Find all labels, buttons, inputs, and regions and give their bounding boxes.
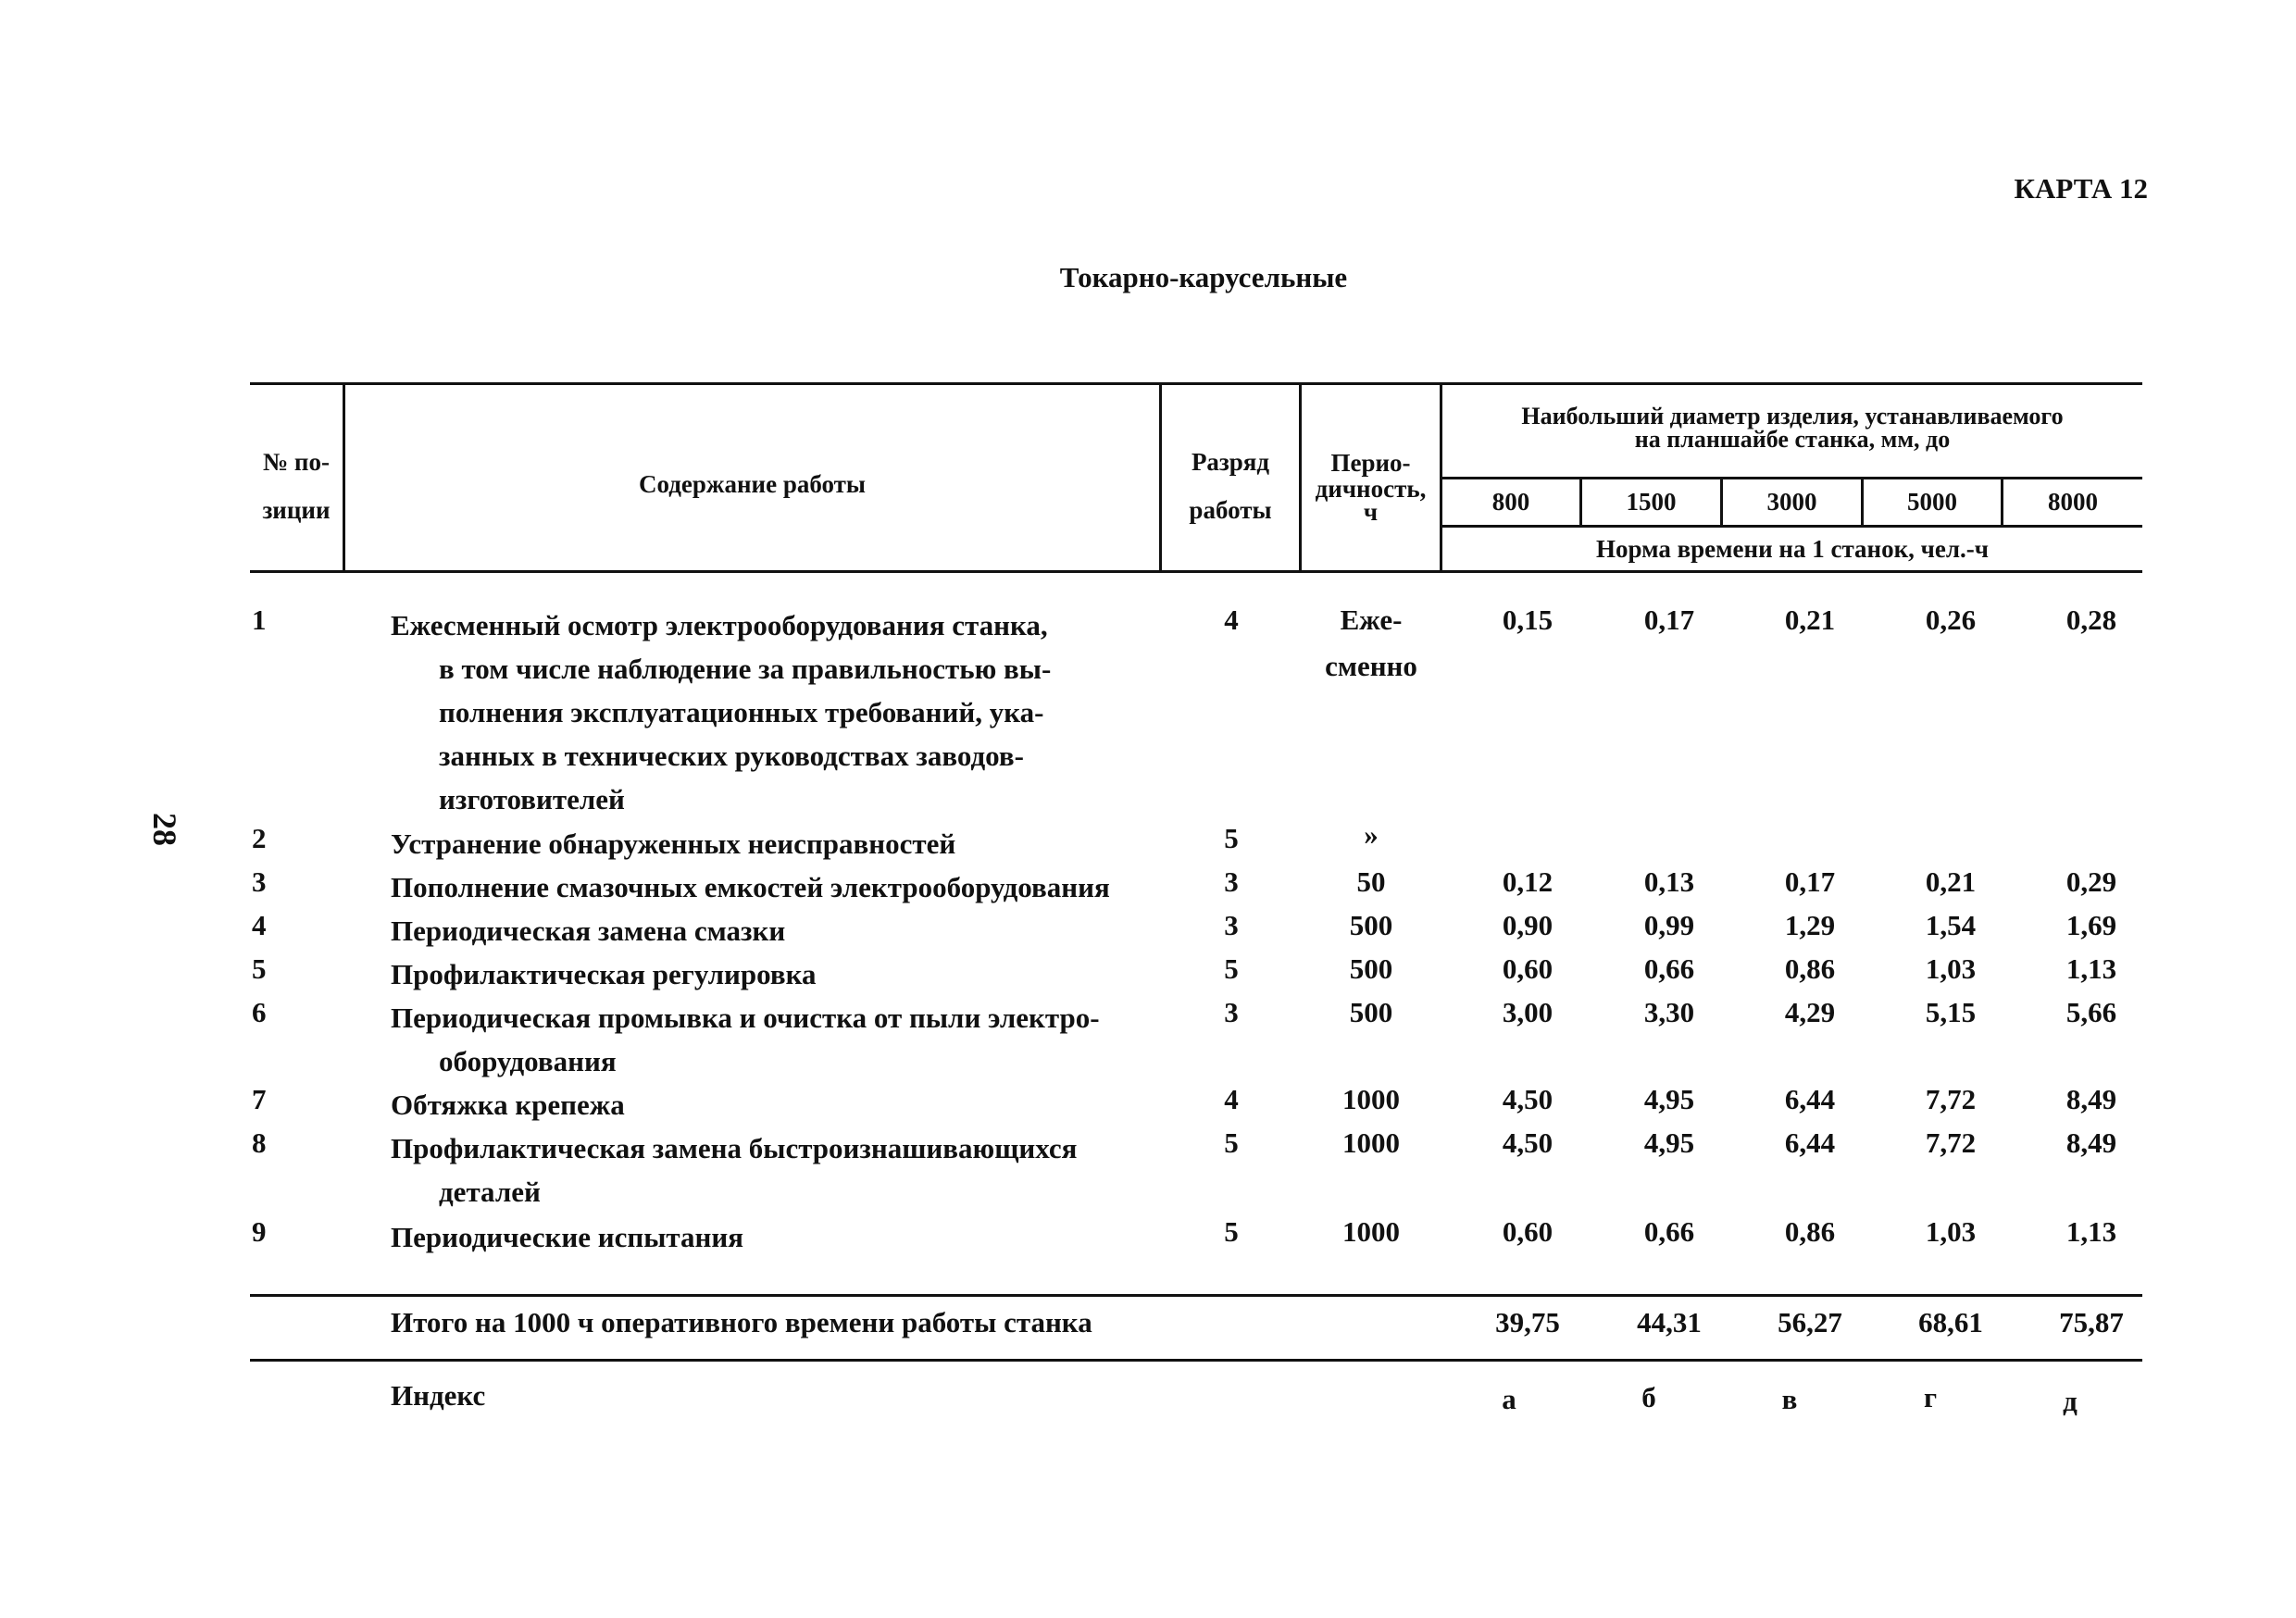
col-divider-2 bbox=[1159, 382, 1162, 573]
total-label: Итого на 1000 ч оперативного времени работы станка bbox=[391, 1306, 1092, 1338]
header-content: Содержание работы bbox=[639, 470, 866, 498]
diameter-rule bbox=[1440, 477, 2142, 479]
table-top-rule bbox=[250, 382, 2142, 385]
header-bottom-rule bbox=[250, 570, 2142, 573]
page-number: 28 bbox=[146, 813, 183, 846]
card-label: КАРТА 12 bbox=[2014, 172, 2148, 205]
total-bottom-rule bbox=[250, 1359, 2142, 1362]
diameter-values-rule bbox=[1440, 525, 2142, 528]
header-norm: Норма времени на 1 станок, чел.-ч bbox=[1596, 535, 1989, 563]
index-label: Индекс bbox=[391, 1379, 486, 1412]
page-title: Токарно-карусельные bbox=[1059, 261, 1348, 293]
total-top-rule bbox=[250, 1294, 2142, 1297]
